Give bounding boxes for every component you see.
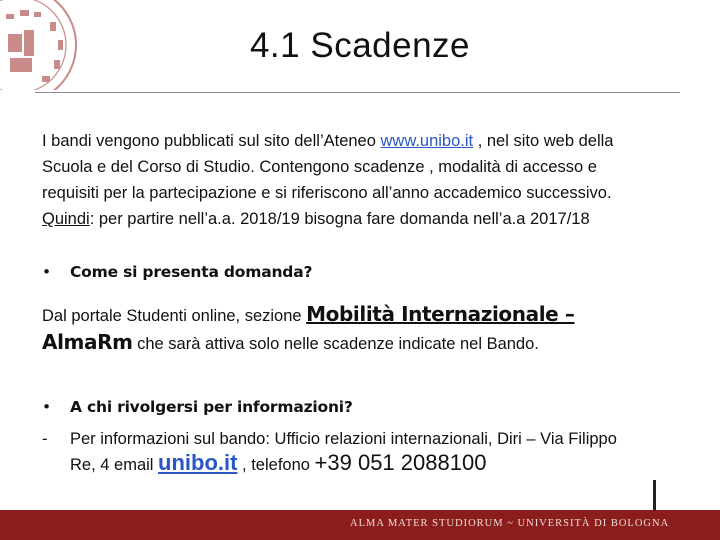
bullet-how-to-apply bbox=[42, 263, 312, 281]
contact-item bbox=[42, 426, 682, 452]
portal-paragraph bbox=[42, 296, 692, 362]
portal-text: Dal portale Studenti online, sezione bbox=[42, 307, 307, 325]
bullet-text: A chi rivolgersi per informazioni? bbox=[70, 398, 353, 416]
contact-text: , telefono bbox=[237, 456, 315, 474]
intro-text: Scuola e del Corso di Studio. Contengono scadenze , modalità di accesso e bbox=[42, 158, 597, 176]
phone-number: +39 051 2088100 bbox=[314, 450, 487, 475]
contact-text: Per informazioni sul bando: Ufficio relazioni internazionali, Diri – Via Filippo bbox=[70, 430, 617, 448]
intro-text: , nel sito web della bbox=[473, 132, 614, 150]
contact-text: Re, 4 email bbox=[70, 456, 159, 474]
intro-text: requisiti per la partecipazione e si riferiscono all’anno accademico successivo. bbox=[42, 184, 612, 202]
quindi-label: Quindi bbox=[42, 210, 90, 228]
bullet-mark: • bbox=[42, 263, 51, 281]
mobility-section-name: Mobilità Internazionale – bbox=[306, 302, 575, 326]
footer-text: ALMA MATER STUDIORUM ~ UNIVERSITÀ DI BOLOGNA bbox=[350, 518, 670, 529]
quindi-text: : per partire nell’a.a. 2018/19 bisogna fare domanda nell’a.a 2017/18 bbox=[89, 210, 590, 228]
title-divider bbox=[35, 92, 680, 93]
almarm-name: AlmaRm bbox=[42, 330, 133, 354]
footer-bar bbox=[0, 510, 720, 540]
intro-paragraph bbox=[42, 128, 692, 206]
bullet-who-to-contact bbox=[42, 398, 353, 416]
slide-title: 4.1 Scadenze bbox=[249, 26, 471, 65]
quindi-paragraph bbox=[42, 206, 692, 232]
unibo-website-link[interactable]: www.unibo.it bbox=[380, 132, 474, 150]
email-domain-link[interactable]: unibo.it bbox=[158, 450, 238, 475]
bullet-text: Come si presenta domanda? bbox=[70, 263, 313, 281]
portal-text: che sarà attiva solo nelle scadenze indicate nel Bando. bbox=[132, 335, 539, 353]
dash-mark: - bbox=[42, 430, 48, 448]
bullet-mark: • bbox=[42, 398, 51, 416]
contact-details bbox=[70, 450, 486, 476]
intro-text: I bandi vengono pubblicati sul sito dell’Ateneo bbox=[42, 132, 381, 150]
